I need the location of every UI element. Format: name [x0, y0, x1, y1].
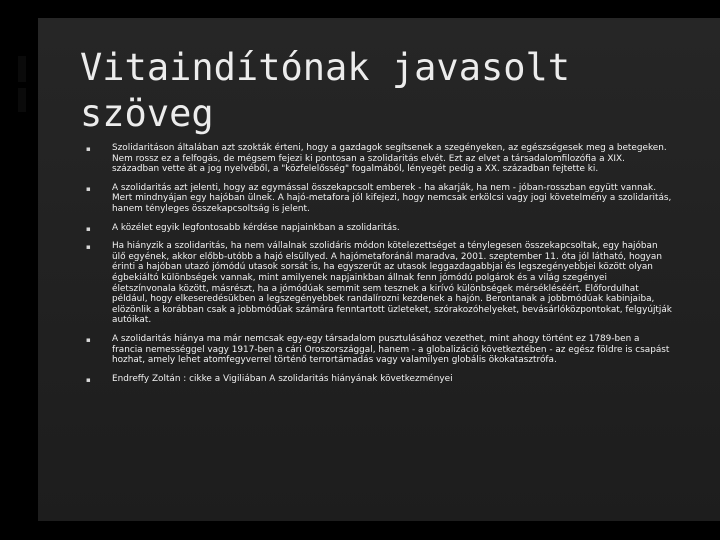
bullet-square-icon: ▪	[86, 224, 91, 233]
bullet-text: A szolidaritás azt jelenti, hogy az egymással összekapcsolt emberek - ha akarják, ha nem - jóban-rosszban együtt vannak. Mert mindnyájan egy hajóban ülnek. A hajó-metafora jól kifejezi, hogy nemcsak erkölcsi vagy jogi követelmény a szolidaritás, hanem tényleges összekapcsoltság is jelent.	[112, 182, 672, 214]
bullet-text: A szolidaritás hiánya ma már nemcsak egy-egy társadalom pusztulásához vezethet, mint ahogy történt ez 1789-ben a francia nemességgel vagy 1917-ben a cári Oroszországgal, hanem - a globalizáció következtében - az egész földre is csapást hozhat, amely lehet atomfegyverrel történő terrortámadás vagy valamilyen globális ökokatasztrófa.	[112, 333, 670, 366]
bullet-text: A közélet egyik legfontosabb kérdése napjainkban a szolidaritás.	[112, 222, 400, 233]
bullet-text: Endreffy Zoltán : cikke a Vigiliában A szolidaritás hiányának következményei	[112, 373, 453, 384]
title-accent-bar-bottom	[18, 88, 26, 112]
bullet-list	[86, 143, 672, 392]
list-item	[86, 374, 672, 385]
bullet-square-icon: ▪	[86, 243, 91, 252]
bullet-square-icon: ▪	[86, 184, 91, 193]
list-item	[86, 241, 672, 326]
bullet-square-icon: ▪	[86, 375, 91, 384]
bullet-square-icon: ▪	[86, 335, 91, 344]
slide-title: Vitaindítónak javasolt szöveg	[80, 46, 571, 135]
bullet-square-icon: ▪	[86, 145, 91, 153]
list-item	[86, 223, 672, 234]
list-item	[86, 334, 672, 366]
title-accent-bar-top	[18, 56, 26, 82]
bullet-text: Ha hiányzik a szolidaritás, ha nem vállalnak szolidáris módon kötelezettséget a ténylegesen összekapcsoltak, egy hajóban ülő egyének, akkor előbb-utóbb a hajó elsüllyed. A hajómetaforánál maradva, 2001. szeptember 11. óta jól látható, hogyan érinti a hajóban utazó jómódú utasok sorsát is, ha egyszerűt az utasok leggazdagabbjai és legszegényebbjei között olyan égbekiáltó különbségek vannak, mint amilyenek napjainkban állnak fenn jómódú polgárok és a világ szegényei életszínvonala között, másrészt, ha a jómódúak semmit sem tesznek a kirívó különbségek mérsékléséért. Előfordulhat például, hogy elkeseredésükben a legszegényebbek randalírozni kezdenek a hajón. Berontanak a jobbmódúak kabinjaiba, elözönlik a korábban csak a jobbmódúak számára fenntartott üzleteket, szórakozóhelyeket, bevásárlóközpontokat, felgyújtják autóikat.	[112, 241, 672, 326]
list-item	[86, 143, 672, 175]
list-item	[86, 183, 672, 215]
bullet-text: Szolidaritáson általában azt szokták érteni, hogy a gazdagok segítsenek a szegényeken, az egészségesek meg a betegeken. Nem rossz ez a felfogás, de mégsem fejezi ki pontosan a szolidaritás elvét. Ezt az elvet a társadalomfilozófia a XIX. században vette át a jog nyelvéből, a "közfelelősség" fogalmából, lényegét pedig a XX. században fejtette ki.	[112, 143, 667, 175]
